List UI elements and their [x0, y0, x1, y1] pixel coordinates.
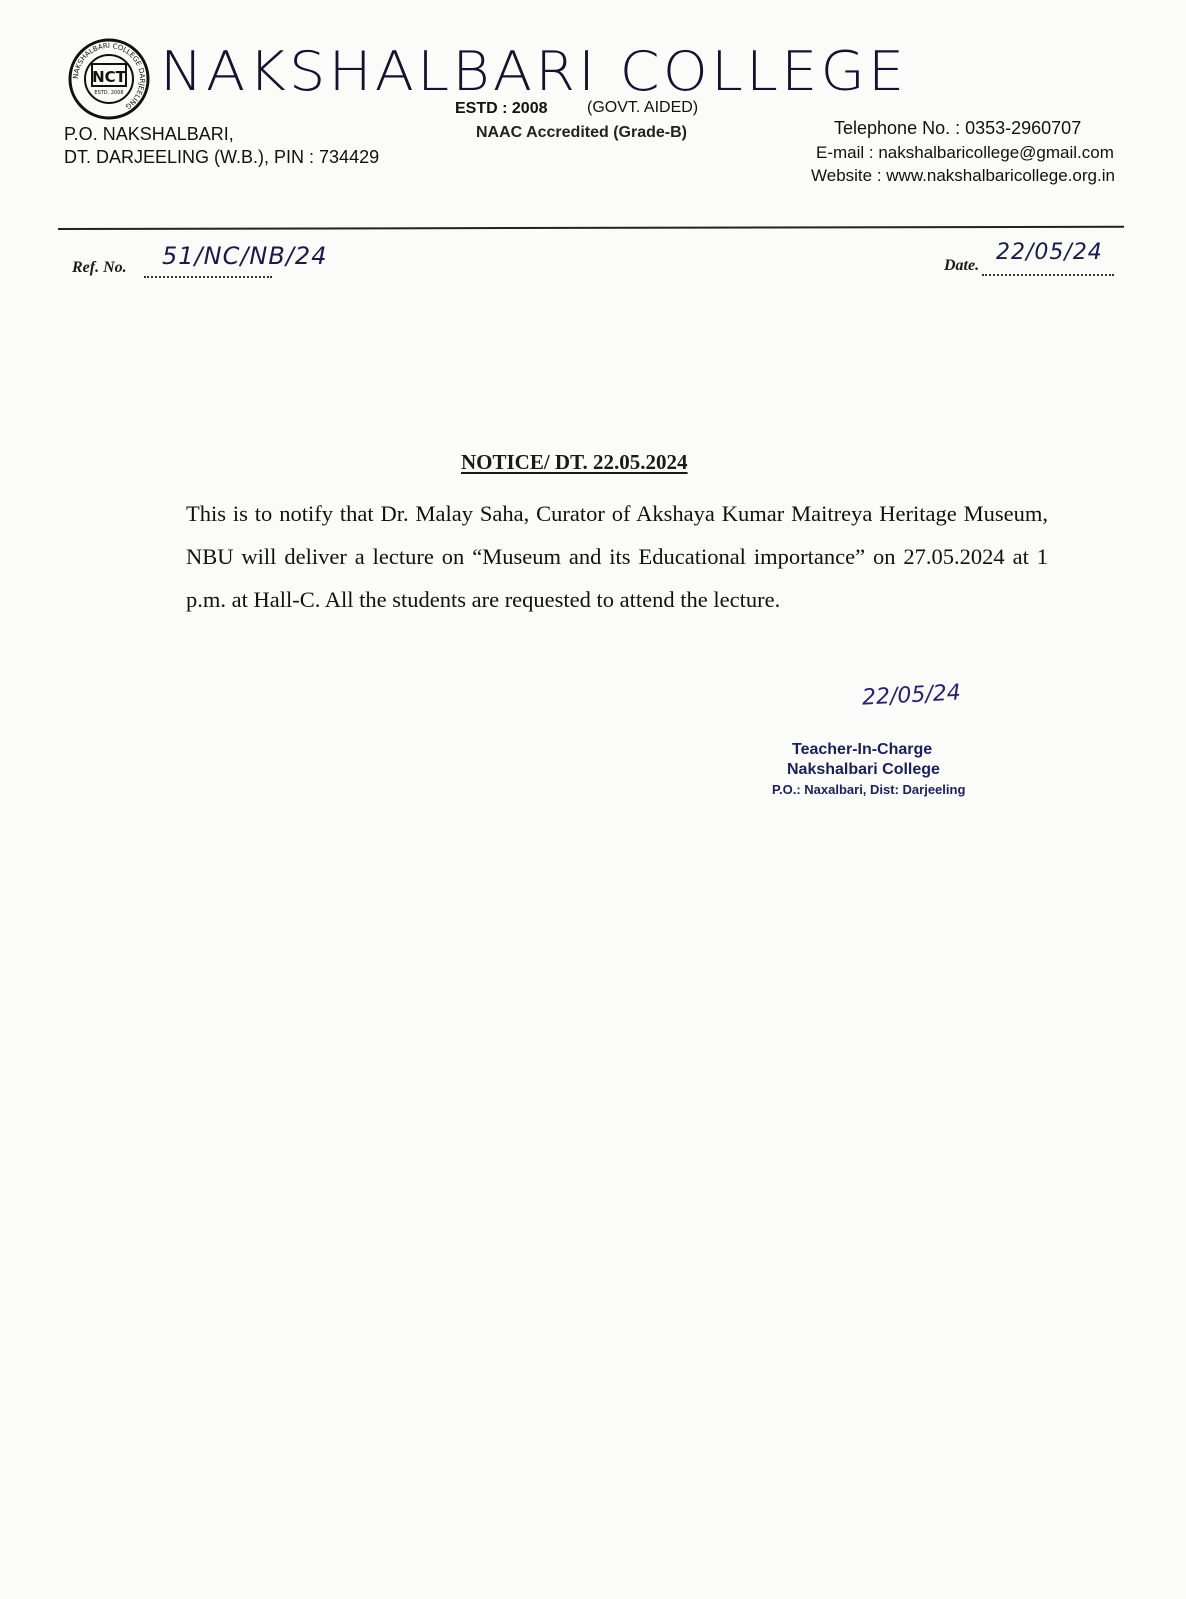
signatory-address: P.O.: Naxalbari, Dist: Darjeeling — [772, 782, 966, 797]
svg-text:NAKSHALBARI COLLEGE DARJEELING: NAKSHALBARI COLLEGE DARJEELING — [71, 41, 147, 111]
email: E-mail : nakshalbaricollege@gmail.com — [816, 143, 1114, 162]
college-status: (GOVT. AIDED) — [587, 99, 699, 116]
established-year: ESTD : 2008 — [455, 100, 548, 117]
handwritten-signature: 22/05/24 — [861, 680, 962, 711]
logo-initials: NCT — [92, 68, 126, 86]
accreditation: NAAC Accredited (Grade-B) — [476, 124, 687, 141]
ref-label: Ref. No. — [72, 259, 127, 276]
date-handwritten: 22/05/24 — [996, 240, 1103, 265]
notice-title: NOTICE/ DT. 22.05.2024 — [461, 450, 688, 474]
college-name: NAKSHALBARI COLLEGE — [160, 40, 908, 103]
letterhead-divider — [58, 226, 1124, 230]
address-line-1: P.O. NAKSHALBARI, — [64, 124, 234, 144]
logo-estd: ESTD. 2008 — [94, 90, 124, 96]
website: Website : www.nakshalbaricollege.org.in — [811, 166, 1115, 185]
ref-number-handwritten: 51/NC/NB/24 — [162, 242, 328, 270]
notice-body: This is to notify that Dr. Malay Saha, Curator of Akshaya Kumar Maitreya Heritage Museum, NBU will deliver a lecture on “Museum and its Educational importance” on 27.05.2024 at 1 p.m. at Hall-C. All the students are requested to attend the lecture. — [186, 501, 1048, 612]
college-logo — [68, 38, 150, 120]
signatory-institution: Nakshalbari College — [787, 761, 940, 778]
signatory-title: Teacher-In-Charge — [792, 741, 933, 758]
date-label: Date. — [944, 257, 980, 274]
address-line-2: DT. DARJEELING (W.B.), PIN : 734429 — [64, 147, 380, 167]
telephone: Telephone No. : 0353-2960707 — [834, 118, 1082, 138]
